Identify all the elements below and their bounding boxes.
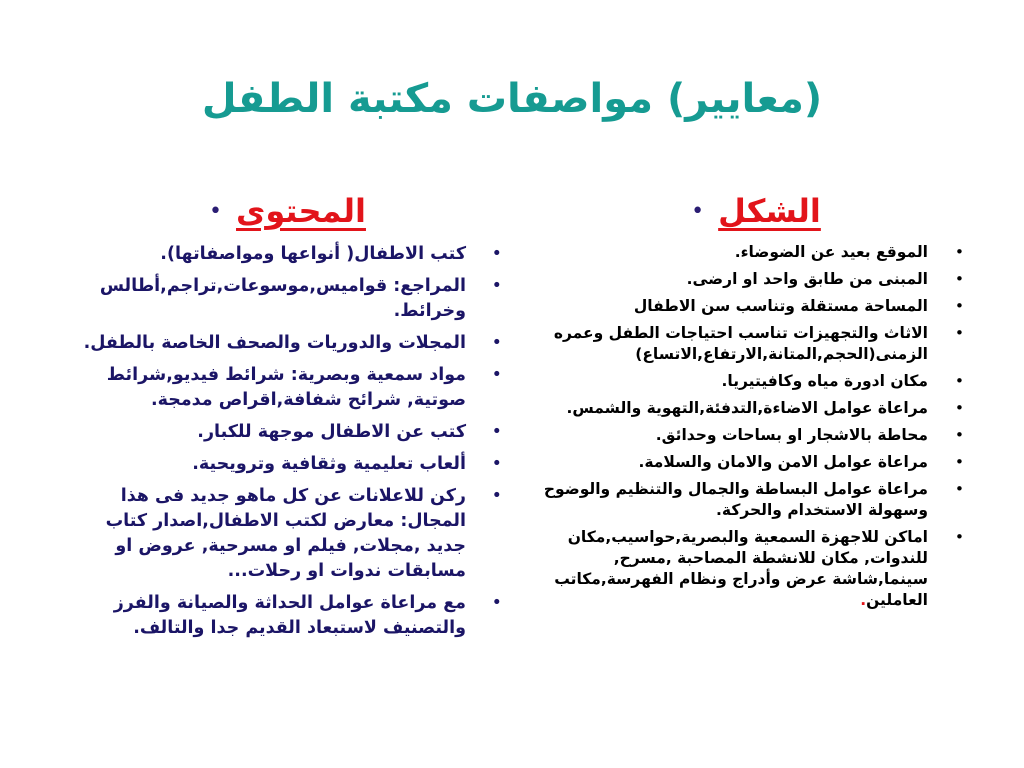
list-item: [540, 296, 972, 317]
bullet-icon: •: [491, 276, 502, 296]
list-item: [65, 331, 510, 356]
bullet-icon: •: [491, 486, 502, 506]
list-item: [540, 242, 972, 263]
list-item-text: مراعاة عوامل الاضاءة,التدفئة,التهوية والشمس.: [566, 399, 928, 417]
list-item-text: المجلات والدوريات والصحف الخاصة بالطفل.: [83, 333, 466, 353]
bullet-icon: •: [954, 480, 964, 498]
bullet-icon: •: [954, 528, 964, 546]
content-column: [65, 188, 510, 648]
bullet-icon: •: [954, 270, 964, 288]
bullet-icon: •: [491, 454, 502, 474]
bullet-icon: •: [491, 365, 502, 385]
list-item-text: محاطة بالاشجار او بساحات وحدائق.: [655, 426, 928, 444]
bullet-icon: •: [954, 372, 964, 390]
list-item: [540, 452, 972, 473]
form-heading: [540, 188, 972, 234]
bullet-icon: •: [691, 198, 705, 224]
content-heading: [65, 188, 510, 234]
bullet-icon: •: [954, 297, 964, 315]
list-item: [540, 398, 972, 419]
list-item-text: المبنى من طابق واحد او ارضى.: [686, 270, 928, 288]
form-column: [540, 188, 972, 617]
list-item-text: المساحة مستقلة وتناسب سن الاطفال: [633, 297, 928, 315]
list-item-text: الاثاث والتجهيزات تناسب احتياجات الطفل وعمره الزمنى(الحجم,المتانة,الارتفاع,الاتساع): [553, 324, 928, 363]
form-heading-label: الشكل: [718, 192, 821, 230]
list-item-text: اماكن للاجهزة السمعية والبصرية,حواسيب,مكان للندوات, مكان للانشطة المصاحبة ,مسرح, سينما,شاشة عرض وأدراج ونظام الفهرسة,مكاتب العاملين: [554, 528, 928, 609]
list-item-text: مواد سمعية وبصرية: شرائط فيديو,شرائط صوتية, شرائح شفافة,اقراص مدمجة.: [106, 365, 466, 410]
list-item-text: مكان ادورة مياه وكافيتيريا.: [721, 372, 928, 390]
list-item: [65, 363, 510, 413]
list-item: [65, 591, 510, 641]
list-item-text: المراجع: قواميس,موسوعات,تراجم,أطالس وخرائط.: [99, 276, 466, 321]
bullet-icon: •: [491, 333, 502, 353]
list-item-text: مراعاة عوامل البساطة والجمال والتنظيم والوضوح وسهولة الاستخدام والحركة.: [543, 480, 928, 519]
list-item-text: مع مراعاة عوامل الحداثة والصيانة والفرز والتصنيف لاستبعاد القديم جدا والتالف.: [113, 593, 466, 638]
bullet-icon: •: [491, 422, 502, 442]
bullet-icon: •: [954, 399, 964, 417]
list-item: [540, 371, 972, 392]
bullet-icon: •: [954, 453, 964, 471]
bullet-icon: •: [954, 324, 964, 342]
list-item-text: الموقع بعيد عن الضوضاء.: [734, 243, 928, 261]
page-title: (معايير) مواصفات مكتبة الطفل: [201, 76, 823, 122]
list-item: [65, 452, 510, 477]
content-heading-label: المحتوى: [236, 192, 366, 230]
list-item: [65, 420, 510, 445]
list-item: [540, 479, 972, 521]
list-item-text: ألعاب تعليمية وثقافية وترويحية.: [192, 454, 466, 474]
bullet-icon: •: [954, 426, 964, 444]
list-item: [65, 484, 510, 584]
list-item-text: كتب الاطفال( أنواعها ومواصفاتها).: [160, 244, 466, 264]
list-item-text: ركن للاعلانات عن كل ماهو جديد فى هذا المجال: معارض لكتب الاطفال,اصدار كتاب جديد ,مجلات, فيلم او مسرحية, عروض او مسابقات ندوات او رحلات...: [105, 486, 466, 581]
list-item: [540, 425, 972, 446]
list-item: [540, 269, 972, 290]
bullet-icon: •: [954, 243, 964, 261]
form-list: [540, 242, 972, 611]
list-item: [540, 323, 972, 365]
bullet-icon: •: [491, 244, 502, 264]
red-period: .: [860, 591, 867, 609]
list-item: [540, 527, 972, 611]
list-item-text: مراعاة عوامل الامن والامان والسلامة.: [638, 453, 928, 471]
list-item: [65, 274, 510, 324]
bullet-icon: •: [491, 593, 502, 613]
list-item-text: كتب عن الاطفال موجهة للكبار.: [197, 422, 466, 442]
content-list: [65, 242, 510, 641]
bullet-icon: •: [209, 198, 223, 224]
list-item: [65, 242, 510, 267]
